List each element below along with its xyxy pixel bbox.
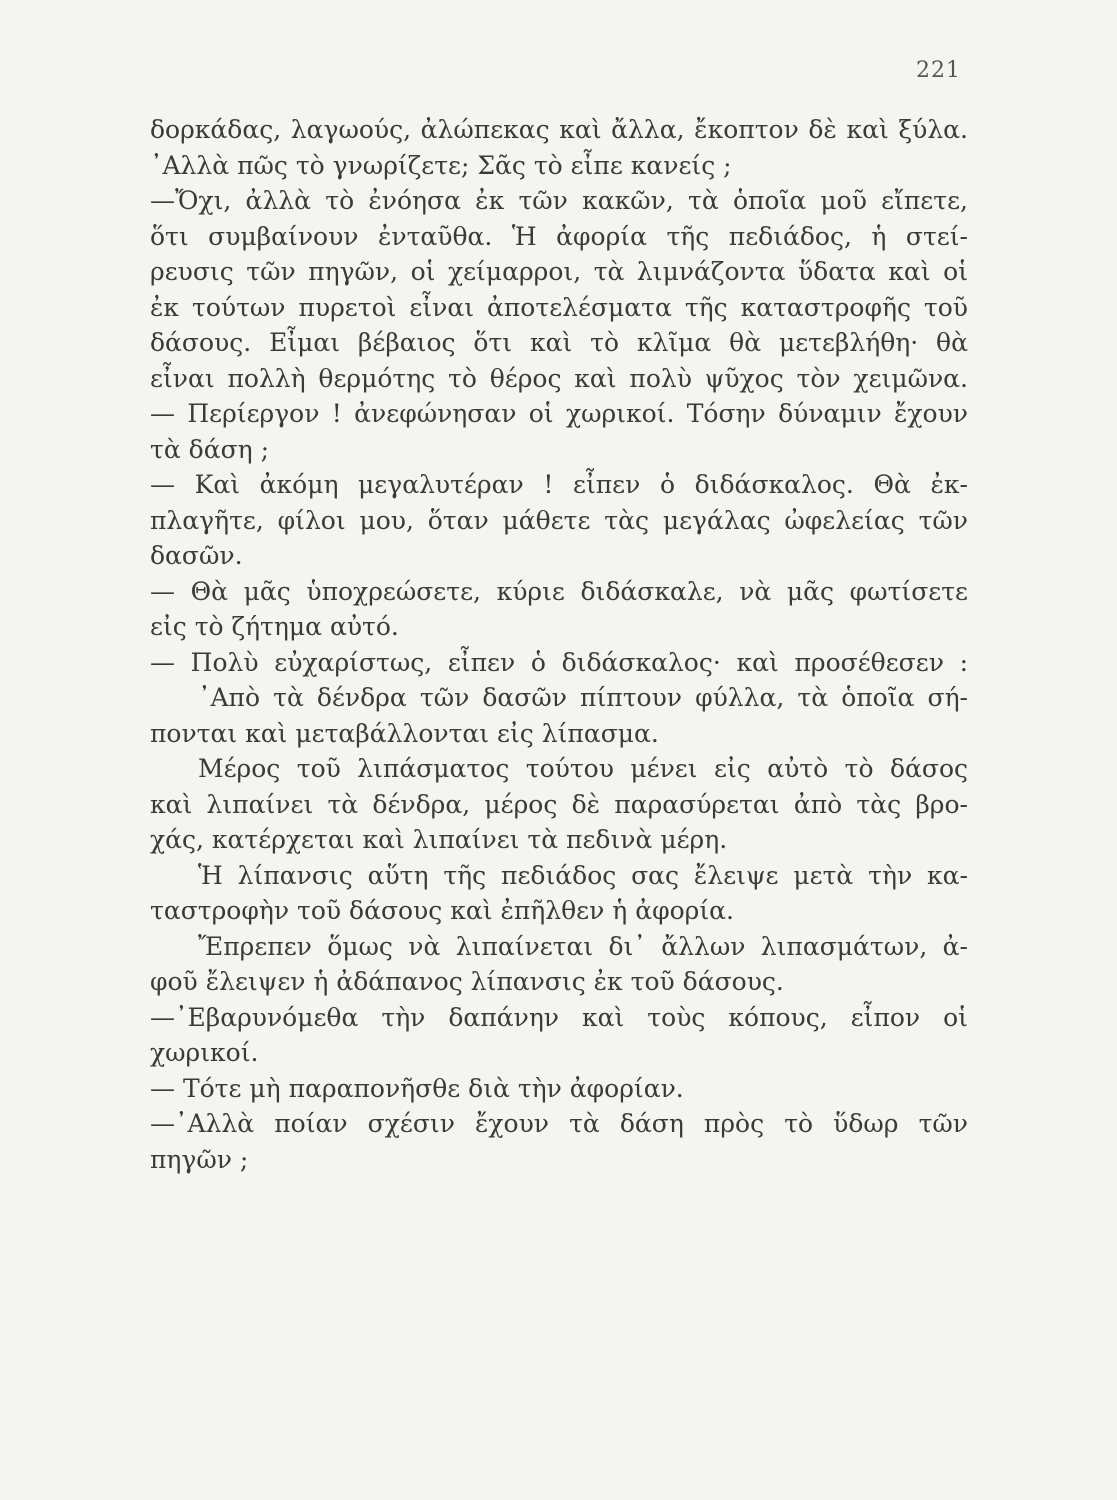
text-line: — Τότε μὴ παραπονῆσθε διὰ τὴν ἀφορίαν. <box>150 1073 684 1103</box>
text-line: — Περίεργον ! ἀνεφώνησαν οἱ χωρικοί. Τόσην δύναμιν ἔχουν <box>150 399 968 428</box>
text-line: δάσους. Εἶμαι βέβαιος ὅτι καὶ τὸ κλῖμα θὰ μετεβλήθη· θὰ <box>150 328 968 357</box>
text-line: —᾽Εβαρυνόμεθα τὴν δαπάνην καὶ τοὺς κόπους, εἶπον οἱ <box>150 1002 968 1032</box>
text-line: ᾽Απὸ τὰ δένδρα τῶν δασῶν πίπτουν φύλλα, τὰ ὁποῖα σή- <box>198 683 968 712</box>
text-line: δασῶν. <box>150 541 243 570</box>
text-line: —Ὄχι, ἀλλὰ τὸ ἐνόησα ἐκ τῶν κακῶν, τὰ ὁποῖα μοῦ εἴπετε, <box>150 186 968 215</box>
text-line: ὅτι συμβαίνουν ἐνταῦθα. Ἡ ἀφορία τῆς πεδιάδος, ἡ στεί- <box>150 221 968 251</box>
text-line: χάς, κατέρχεται καὶ λιπαίνει τὰ πεδινὰ μέρη. <box>150 825 728 854</box>
text-line: —᾽Αλλὰ ποίαν σχέσιν ἔχουν τὰ δάση πρὸς τὸ ὕδωρ τῶν <box>150 1109 968 1138</box>
text-line: ἐκ τούτων πυρετοὶ εἶναι ἀποτελέσματα τῆς καταστροφῆς τοῦ <box>150 292 968 322</box>
text-line: καὶ λιπαίνει τὰ δένδρα, μέρος δὲ παρασύρεται ἀπὸ τὰς βρο- <box>150 789 968 819</box>
text-line: πηγῶν ; <box>150 1144 249 1174</box>
text-line: Ἔπρεπεν ὅμως νὰ λιπαίνεται δι᾽ ἄλλων λιπασμάτων, ἀ- <box>198 931 968 961</box>
text-line: τὰ δάση ; <box>150 434 270 464</box>
text-line: ταστροφὴν τοῦ δάσους καὶ ἐπῆλθεν ἡ ἀφορία. <box>150 896 734 925</box>
text-line: ᾽Αλλὰ πῶς τὸ γνωρίζετε; Σᾶς τὸ εἶπε κανείς ; <box>150 150 732 180</box>
text-line: ρευσις τῶν πηγῶν, οἱ χείμαρροι, τὰ λιμνάζοντα ὕδατα καὶ οἱ <box>150 257 968 286</box>
text-line: Ἡ λίπανσις αὕτη τῆς πεδιάδος σας ἔλειψε μετὰ τὴν κα- <box>198 860 968 890</box>
text-line: δορκάδας, λαγωούς, ἀλώπεκας καὶ ἄλλα, ἔκοπτον δὲ καὶ ξύλα. <box>150 115 968 144</box>
text-line: χωρικοί. <box>150 1038 259 1067</box>
text-line: πονται καὶ μεταβάλλονται εἰς λίπασμα. <box>150 718 659 748</box>
text-line: εἰς τὸ ζήτημα αὐτό. <box>150 612 399 641</box>
text-line: — Θὰ μᾶς ὑποχρεώσετε, κύριε διδάσκαλε, νὰ μᾶς φωτίσετε <box>150 576 968 606</box>
body-text <box>150 112 968 1177</box>
text-line: φοῦ ἔλειψεν ἡ ἀδάπανος λίπανσις ἐκ τοῦ δάσους. <box>150 967 784 996</box>
text-line: — Πολὺ εὐχαρίστως, εἶπεν ὁ διδάσκαλος· καὶ προσέθεσεν : <box>150 647 968 677</box>
text-line: — Καὶ ἀκόμη μεγαλυτέραν ! εἶπεν ὁ διδάσκαλος. Θὰ ἐκ- <box>150 470 968 499</box>
text-line: Μέρος τοῦ λιπάσματος τούτου μένει εἰς αὐτὸ τὸ δάσος <box>198 754 968 783</box>
text-line: πλαγῆτε, φίλοι μου, ὅταν μάθετε τὰς μεγάλας ὠφελείας τῶν <box>150 505 968 535</box>
text-line: εἶναι πολλὴ θερμότης τὸ θέρος καὶ πολὺ ψῦχος τὸν χειμῶνα. <box>150 363 968 393</box>
page-number: 221 <box>916 58 961 83</box>
